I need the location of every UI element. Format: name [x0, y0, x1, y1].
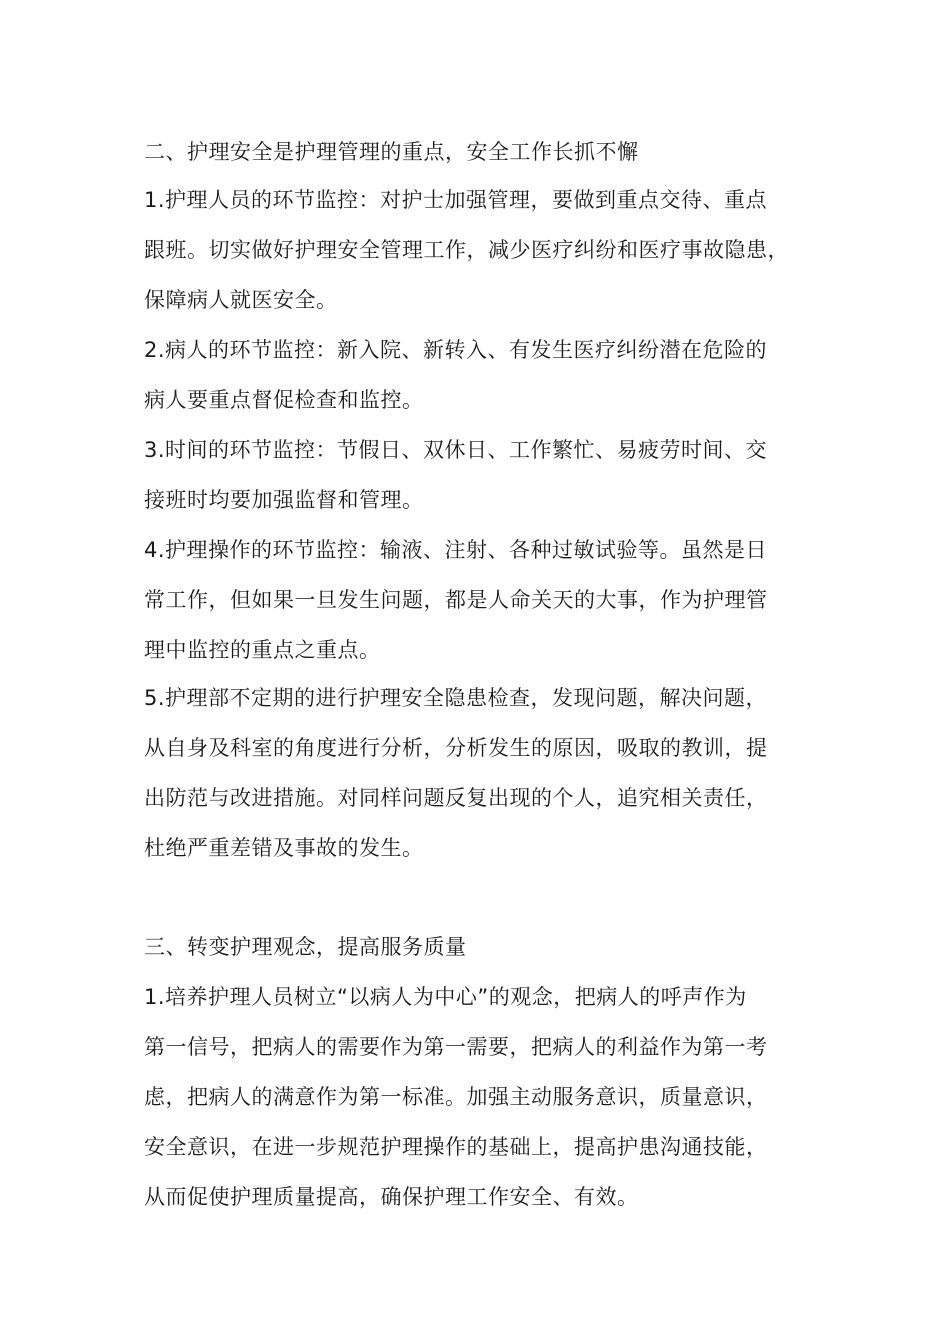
paragraph-line: 跟班。切实做好护理安全管理工作，减少医疗纠纷和医疗事故隐患， [144, 238, 789, 262]
paragraph-line: 1.护理人员的环节监控：对护士加强管理，要做到重点交待、重点 [144, 188, 768, 212]
section-heading: 二、护理安全是护理管理的重点，安全工作长抓不懈 [144, 140, 639, 164]
paragraph-line: 2.病人的环节监控：新入院、新转入、有发生医疗纠纷潜在危险的 [144, 338, 768, 362]
paragraph-line: 出防范与改进措施。对同样问题反复出现的个人，追究相关责任， [144, 786, 768, 810]
paragraph-line: 病人要重点督促检查和监控。 [144, 388, 424, 412]
paragraph-line: 3.时间的环节监控：节假日、双休日、工作繁忙、易疲劳时间、交 [144, 438, 768, 462]
paragraph-line: 第一信号，把病人的需要作为第一需要，把病人的利益作为第一考 [144, 1035, 768, 1059]
paragraph-line: 5.护理部不定期的进行护理安全隐患检查，发现问题，解决问题， [144, 686, 768, 710]
paragraph-line: 4.护理操作的环节监控：输液、注射、各种过敏试验等。虽然是日 [144, 538, 768, 562]
paragraph-line: 从而促使护理质量提高，确保护理工作安全、有效。 [144, 1185, 639, 1209]
paragraph-line: 虑，把病人的满意作为第一标准。加强主动服务意识，质量意识， [144, 1085, 768, 1109]
paragraph-line: 理中监控的重点之重点。 [144, 638, 381, 662]
paragraph-line: 杜绝严重差错及事故的发生。 [144, 836, 424, 860]
paragraph-line: 安全意识，在进一步规范护理操作的基础上，提高护患沟通技能， [144, 1135, 768, 1159]
paragraph-line: 常工作，但如果一旦发生问题，都是人命关天的大事，作为护理管 [144, 588, 768, 612]
paragraph-line: 接班时均要加强监督和管理。 [144, 488, 424, 512]
paragraph-line: 1.培养护理人员树立“以病人为中心”的观念，把病人的呼声作为 [144, 985, 747, 1009]
paragraph-line: 保障病人就医安全。 [144, 288, 338, 312]
section-heading: 三、转变护理观念，提高服务质量 [144, 935, 467, 959]
paragraph-line: 从自身及科室的角度进行分析，分析发生的原因，吸取的教训，提 [144, 736, 768, 760]
